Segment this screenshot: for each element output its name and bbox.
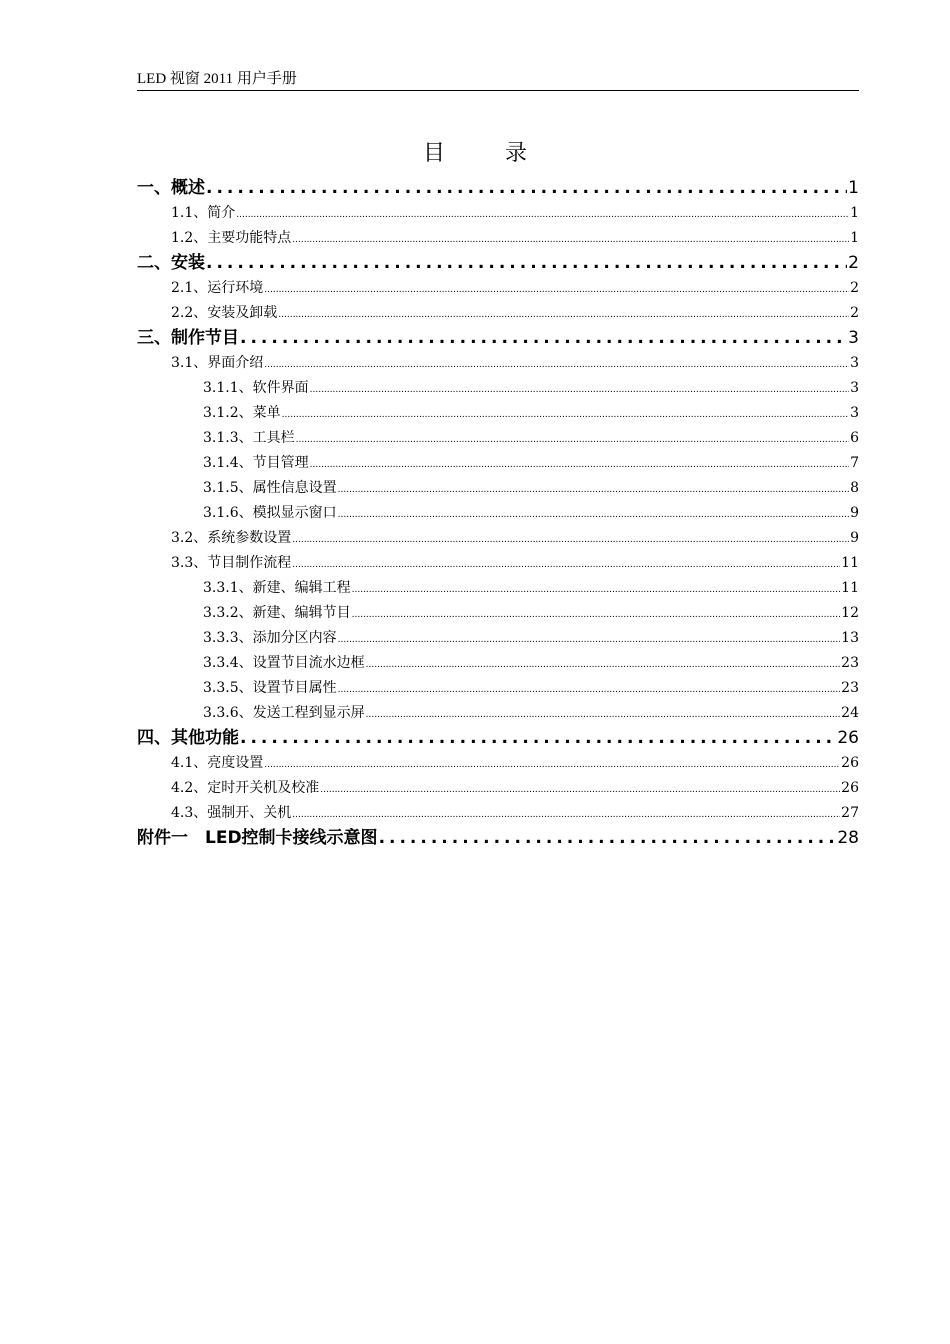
- dot-leader: [320, 778, 840, 803]
- toc-entry-label: 3.3.2、新建、编辑节目: [203, 605, 351, 621]
- dot-leader: [264, 278, 849, 303]
- dot-leader: [338, 678, 841, 703]
- toc-page-number: 23: [841, 680, 859, 696]
- toc-entry-label: 3.1.5、属性信息设置: [203, 480, 337, 496]
- toc-entry-level-3[interactable]: [137, 476, 859, 501]
- dot-leader: [240, 326, 847, 351]
- toc-entry-level-2[interactable]: [137, 776, 859, 801]
- toc-entry-level-2[interactable]: [137, 526, 859, 551]
- dot-leader: [338, 478, 849, 503]
- toc-entry-label: 3.2、系统参数设置: [171, 530, 292, 546]
- toc-entry-level-1[interactable]: [137, 726, 859, 751]
- toc-entry-label: 3.3.5、设置节目属性: [203, 680, 337, 696]
- toc-entry-label: 3.1.1、软件界面: [203, 380, 309, 396]
- toc-entry-label: 四、其他功能: [137, 728, 239, 748]
- toc-page-number: 6: [850, 430, 859, 446]
- toc-entry-level-2[interactable]: [137, 301, 859, 326]
- toc-entry-label: 二、安装: [137, 253, 205, 273]
- dot-leader: [310, 453, 849, 478]
- toc-entry-level-3[interactable]: [137, 701, 859, 726]
- toc-entry-label: 1.1、简介: [171, 205, 236, 221]
- toc-page-number: 1: [850, 230, 859, 246]
- toc-entry-level-1[interactable]: [137, 176, 859, 201]
- toc-entry-label: 4.2、定时开关机及校准: [171, 780, 320, 796]
- toc-entry-label: 2.2、安装及卸载: [171, 305, 278, 321]
- toc-page-number: 26: [841, 755, 859, 771]
- toc-page-number: 3: [848, 328, 859, 348]
- toc-entry-level-2[interactable]: [137, 201, 859, 226]
- dot-leader: [282, 403, 849, 428]
- dot-leader: [292, 553, 840, 578]
- toc-page-number: 11: [841, 555, 859, 571]
- toc-entry-level-3[interactable]: [137, 651, 859, 676]
- dot-leader: [278, 303, 849, 328]
- toc-entry-label: 3.1.2、菜单: [203, 405, 281, 421]
- toc-entry-label: 3.3.4、设置节目流水边框: [203, 655, 365, 671]
- toc-entry-label: 一、概述: [137, 178, 205, 198]
- header-text: LED 视窗 2011 用户手册: [137, 71, 297, 87]
- toc-page-number: 1: [848, 178, 859, 198]
- toc-entry-label: 三、制作节目: [137, 328, 239, 348]
- toc-entry-level-2[interactable]: [137, 276, 859, 301]
- toc-entry-level-3[interactable]: [137, 401, 859, 426]
- page-header: [137, 68, 859, 91]
- toc-entry-level-3[interactable]: [137, 626, 859, 651]
- toc-entry-level-2[interactable]: [137, 551, 859, 576]
- dot-leader: [338, 503, 849, 528]
- toc-entry-label: 1.2、主要功能特点: [171, 230, 292, 246]
- toc-entry-label: 3.1.4、节目管理: [203, 455, 309, 471]
- toc-page-number: 9: [850, 505, 859, 521]
- toc-page-number: 2: [848, 253, 859, 273]
- toc-entry-label: 2.1、运行环境: [171, 280, 264, 296]
- toc-entry-level-3[interactable]: [137, 601, 859, 626]
- dot-leader: [366, 653, 841, 678]
- toc-entry-level-3[interactable]: [137, 426, 859, 451]
- toc-entry-label: 3.1、界面介绍: [171, 355, 264, 371]
- toc-page-number: 9: [850, 530, 859, 546]
- dot-leader: [206, 176, 847, 201]
- toc-page-number: 3: [850, 405, 859, 421]
- toc-entry-label: 3.3.1、新建、编辑工程: [203, 580, 351, 596]
- toc-entry-level-1[interactable]: [137, 251, 859, 276]
- toc-entry-label: 4.1、亮度设置: [171, 755, 264, 771]
- toc-entry-label: 4.3、强制开、关机: [171, 805, 292, 821]
- toc-entry-label: 3.3.3、添加分区内容: [203, 630, 337, 646]
- toc-entry-label: 3.1.6、模拟显示窗口: [203, 505, 337, 521]
- toc-page-number: 28: [837, 828, 859, 848]
- dot-leader: [264, 753, 840, 778]
- dot-leader: [292, 228, 849, 253]
- toc-page-number: 26: [841, 780, 859, 796]
- toc-entry-level-3[interactable]: [137, 676, 859, 701]
- toc-page-number: 12: [841, 605, 859, 621]
- toc-entry-level-2[interactable]: [137, 751, 859, 776]
- toc-page-number: 2: [850, 280, 859, 296]
- toc-page-number: 1: [850, 205, 859, 221]
- dot-leader: [352, 578, 841, 603]
- toc-entry-level-3[interactable]: [137, 501, 859, 526]
- toc-page-number: 8: [850, 480, 859, 496]
- toc-entry-level-2[interactable]: [137, 226, 859, 251]
- dot-leader: [352, 603, 841, 628]
- dot-leader: [366, 703, 841, 728]
- toc-page-number: 13: [841, 630, 859, 646]
- toc-page-number: 24: [841, 705, 859, 721]
- toc-entry-level-2[interactable]: [137, 801, 859, 826]
- toc-page-number: 2: [850, 305, 859, 321]
- dot-leader: [292, 803, 840, 828]
- toc-entry-label: 3.1.3、工具栏: [203, 430, 295, 446]
- toc-entry-label: 3.3.6、发送工程到显示屏: [203, 705, 365, 721]
- toc-page-number: 3: [850, 380, 859, 396]
- dot-leader: [240, 726, 836, 751]
- toc-entry-level-3[interactable]: [137, 576, 859, 601]
- toc-entry-level-3[interactable]: [137, 451, 859, 476]
- dot-leader: [206, 251, 847, 276]
- toc-page-number: 7: [850, 455, 859, 471]
- dot-leader: [379, 826, 837, 851]
- toc-entry-level-3[interactable]: [137, 376, 859, 401]
- dot-leader: [338, 628, 841, 653]
- dot-leader: [296, 428, 849, 453]
- toc-page-number: 26: [837, 728, 859, 748]
- toc-entry-label: 附件一 LED控制卡接线示意图: [137, 828, 378, 848]
- dot-leader: [310, 378, 849, 403]
- toc-page-number: 3: [850, 355, 859, 371]
- toc-title: 目录: [422, 141, 587, 166]
- toc-page-number: 27: [841, 805, 859, 821]
- toc-page-number: 23: [841, 655, 859, 671]
- toc-entry-level-1[interactable]: [137, 826, 859, 851]
- dot-leader: [292, 528, 849, 553]
- toc-entry-label: 3.3、节目制作流程: [171, 555, 292, 571]
- dot-leader: [236, 203, 849, 228]
- table-of-contents: [137, 176, 859, 851]
- toc-entry-level-1[interactable]: [137, 326, 859, 351]
- dot-leader: [264, 353, 849, 378]
- toc-entry-level-2[interactable]: [137, 351, 859, 376]
- toc-page-number: 11: [841, 580, 859, 596]
